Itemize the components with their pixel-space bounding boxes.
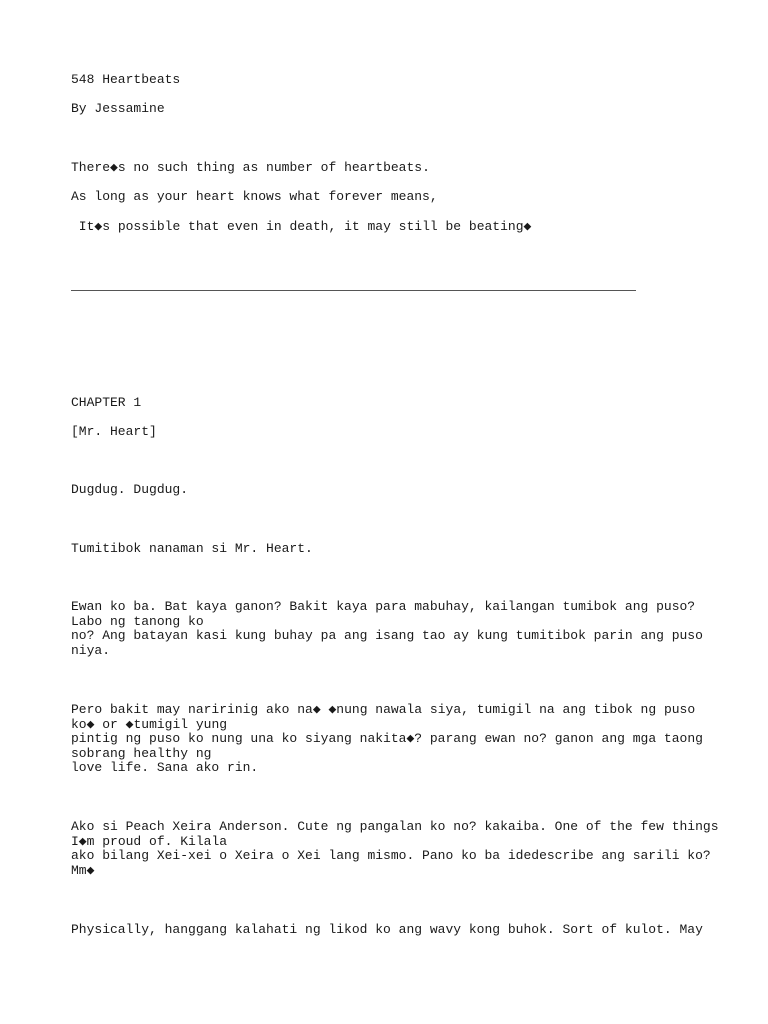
epigraph-line-3: It◆s possible that even in death, it may still be beating◆ bbox=[71, 219, 532, 234]
author-line: By Jessamine bbox=[71, 101, 165, 116]
chapter-heading: CHAPTER 1 bbox=[71, 395, 142, 410]
paragraph-4: Pero bakit may naririnig ako na◆ ◆nung nawala siya, tumigil na ang tibok ng puso ko◆ or ◆tumigil yung pintig ng puso ko nung una ko siyang nakita◆? parang ewan no? ganon ang mga taong sobrang healthy ng love life. Sana ako rin. bbox=[71, 702, 703, 776]
paragraph-2: Tumitibok nanaman si Mr. Heart. bbox=[71, 541, 313, 556]
book-title: 548 Heartbeats bbox=[71, 72, 181, 87]
paragraph-3: Ewan ko ba. Bat kaya ganon? Bakit kaya para mabuhay, kailangan tumibok ang puso? Labo ng tanong ko no? Ang batayan kasi kung buhay pa ang isang tao ay kung tumitibok parin ang puso niya. bbox=[71, 599, 703, 658]
paragraph-6: Physically, hanggang kalahati ng likod ko ang wavy kong buhok. Sort of kulot. May bbox=[71, 922, 703, 937]
epigraph-line-2: As long as your heart knows what forever means, bbox=[71, 189, 438, 204]
paragraph-5: Ako si Peach Xeira Anderson. Cute ng pangalan ko no? kakaiba. One of the few things I◆m proud of. Kilala ako bilang Xei-xei o Xeira o Xei lang mismo. Pano ko ba idedescribe ang sarili ko? Mm◆ bbox=[71, 819, 719, 878]
paragraph-1: Dugdug. Dugdug. bbox=[71, 482, 189, 497]
chapter-subheading: [Mr. Heart] bbox=[71, 424, 157, 439]
epigraph-line-1: There◆s no such thing as number of heartbeats. bbox=[71, 160, 430, 175]
section-divider bbox=[71, 290, 636, 291]
